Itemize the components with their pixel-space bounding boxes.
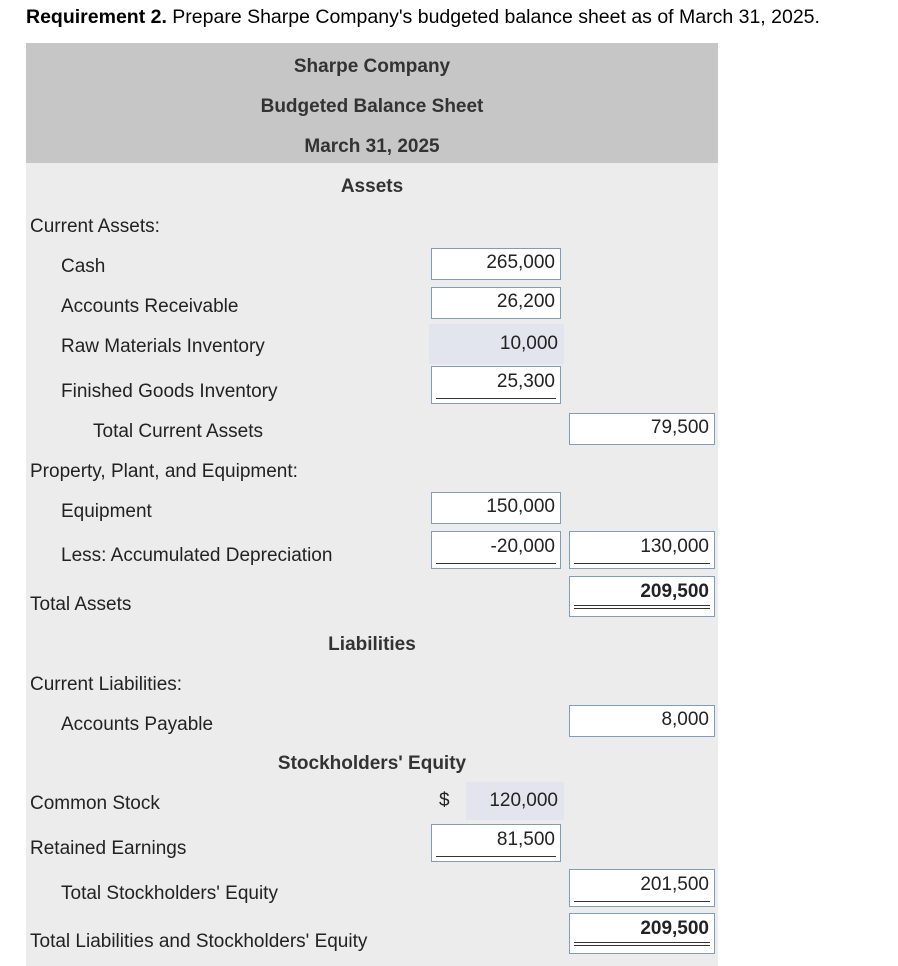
total-assets-label: Total Assets [30, 594, 132, 615]
raw-materials-value: 10,000 [429, 324, 564, 364]
total-current-assets-input[interactable]: 79,500 [569, 413, 715, 445]
total-equity-underline [574, 901, 710, 902]
net-ppe-underline [574, 563, 710, 564]
raw-materials-label: Raw Materials Inventory [61, 336, 265, 357]
accumulated-depreciation-input[interactable]: -20,000 [431, 531, 561, 569]
accumulated-depreciation-underline [436, 563, 556, 564]
cash-label: Cash [61, 256, 106, 277]
finished-goods-label: Finished Goods Inventory [61, 381, 278, 402]
cash-input[interactable]: 265,000 [431, 248, 561, 280]
ppe-label: Property, Plant, and Equipment: [30, 461, 298, 482]
accounts-payable-label: Accounts Payable [61, 714, 214, 735]
currency-symbol: $ [439, 790, 450, 811]
retained-earnings-underline [436, 856, 556, 857]
accounts-receivable-label: Accounts Receivable [61, 296, 239, 317]
accumulated-depreciation-label: Less: Accumulated Depreciation [61, 545, 333, 566]
equipment-label: Equipment [61, 501, 152, 522]
finished-goods-input[interactable]: 25,300 [431, 366, 561, 404]
retained-earnings-input[interactable]: 81,500 [431, 824, 561, 862]
requirement-label: Requirement 2. [26, 6, 167, 28]
sheet-title: Budgeted Balance Sheet [260, 96, 484, 117]
total-liabilities-equity-input[interactable]: 209,500 [569, 913, 715, 954]
accounts-payable-input[interactable]: 8,000 [569, 705, 715, 737]
total-equity-input[interactable]: 201,500 [569, 869, 715, 907]
common-stock-label: Common Stock [30, 793, 160, 814]
retained-earnings-label: Retained Earnings [30, 838, 187, 859]
requirement-text: Prepare Sharpe Company's budgeted balance sheet as of March 31, 2025. [166, 6, 820, 28]
equity-heading: Stockholders' Equity [277, 753, 467, 774]
accounts-receivable-input[interactable]: 26,200 [431, 287, 561, 319]
total-assets-double-underline [574, 605, 710, 609]
common-stock-value: 120,000 [466, 782, 564, 820]
company-name: Sharpe Company [293, 56, 451, 77]
current-liabilities-label: Current Liabilities: [30, 674, 183, 695]
assets-heading: Assets [340, 176, 404, 197]
sheet-date: March 31, 2025 [304, 136, 440, 157]
finished-goods-underline [436, 398, 556, 399]
equipment-input[interactable]: 150,000 [431, 492, 561, 524]
current-assets-label: Current Assets: [30, 216, 160, 237]
liabilities-heading: Liabilities [328, 634, 416, 655]
total-current-assets-label: Total Current Assets [93, 421, 264, 442]
total-liabilities-equity-label: Total Liabilities and Stockholders' Equity [30, 931, 368, 952]
total-assets-input[interactable]: 209,500 [569, 576, 715, 617]
total-liabilities-equity-double-underline [574, 942, 710, 946]
total-equity-label: Total Stockholders' Equity [61, 883, 278, 904]
requirement-line [26, 6, 820, 29]
net-ppe-input[interactable]: 130,000 [569, 531, 715, 569]
